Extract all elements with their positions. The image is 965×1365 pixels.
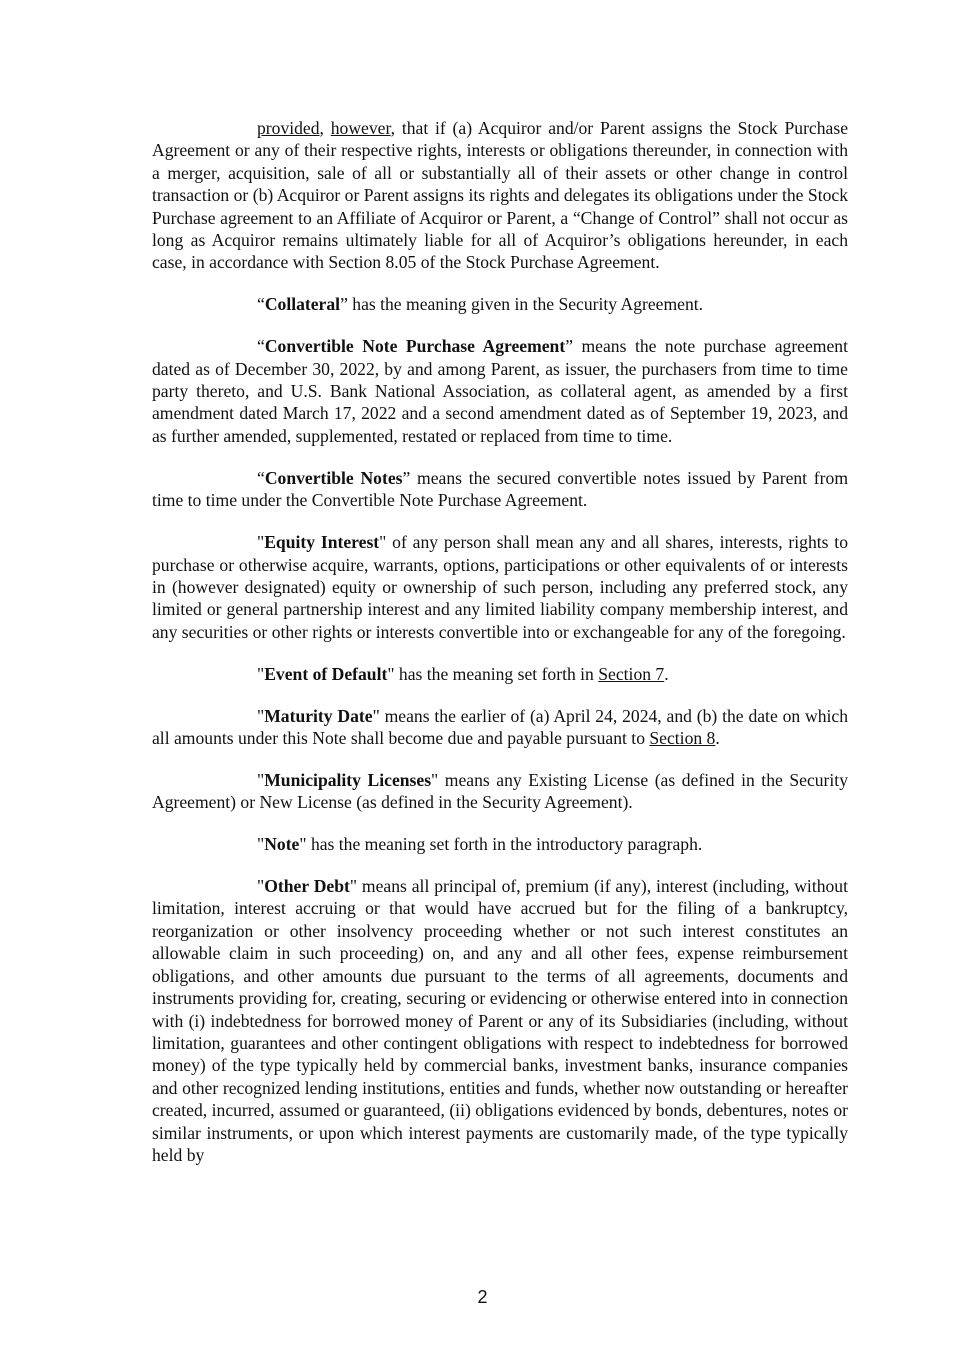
definition-note [152, 833, 848, 855]
definition-text: " means the earlier of (a) April 24, 2024, and (b) the date on which all amounts under this Note shall become due and payable pursuant to [152, 705, 848, 748]
page-number: 2 [477, 1287, 488, 1307]
defined-term: Municipality Licenses [264, 769, 432, 790]
definition-text: " has the meaning set forth in [387, 663, 599, 684]
paragraph-change-of-control-continued [152, 117, 848, 274]
defined-term: Event of Default [264, 663, 388, 684]
defined-term: Equity Interest [264, 532, 380, 553]
open-quote: " [257, 834, 265, 855]
open-quote: “ [257, 336, 265, 357]
definition-convertible-notes [152, 467, 848, 512]
definition-convertible-note-purchase-agreement [152, 335, 848, 447]
definition-equity-interest [152, 531, 848, 643]
definition-collateral [152, 293, 848, 315]
open-quote: “ [257, 467, 265, 488]
defined-term: Maturity Date [264, 705, 373, 726]
definition-text: " of any person shall mean any and all shares, interests, rights to purchase or otherwise acquire, warrants, options, participations or other equivalents of or interests in (however designated) equity or ownership of such person, including any preferred stock, any limited or general partnership interest and any limited liability company membership interest, and any securities or other rights or interests convertible into or exchangeable for any of the foregoing. [152, 532, 848, 642]
period: . [664, 663, 669, 684]
definition-maturity-date [152, 705, 848, 750]
open-quote: " [257, 876, 265, 897]
definition-text: ” means the secured convertible notes issued by Parent from time to time under the Convertible Note Purchase Agreement. [152, 467, 848, 511]
defined-term: Other Debt [264, 876, 350, 897]
defined-term: Convertible Note Purchase Agreement [264, 336, 566, 357]
open-quote: " [257, 532, 265, 553]
definition-other-debt [152, 875, 848, 1166]
defined-term: Convertible Notes [264, 467, 403, 488]
defined-term: Collateral [264, 294, 341, 315]
however-underlined: however [330, 118, 391, 138]
definition-text: " means any Existing License (as defined in the Security Agreement) or New License (as defined in the Security Agreement). [152, 769, 848, 813]
open-quote: “ [257, 294, 265, 315]
definition-text: " means all principal of, premium (if any), interest (including, without limitation, interest accruing or that would have accrued but for the filing of a bankruptcy, reorganization or other insolvency proceeding whether or not such interest constitutes an allowable claim in such proceeding) on, and any and all other fees, expense reimbursement obligations, and other amounts due pursuant to the terms of all agreements, documents and instruments providing for, creating, securing or evidencing or otherwise entered into in connection with (i) indebtedness for borrowed money of Parent or any of its Subsidiaries (including, without limitation, guarantees and other contingent obligations with respect to indebtedness for borrowed money) of the type typically held by commercial banks, investment banks, insurance companies and other recognized lending institutions, entities and funds, whether now outstanding or hereafter created, incurred, assumed or guaranteed, (ii) obligations evidenced by bonds, debentures, notes or similar instruments, or upon which interest payments are customarily made, of the type typically held by [152, 876, 848, 1165]
text: , [319, 118, 331, 138]
period: . [715, 727, 720, 748]
defined-term: Note [264, 834, 300, 855]
definition-text: ” has the meaning given in the Security Agreement. [340, 294, 704, 315]
text: , that if (a) Acquiror and/or Parent assigns the Stock Purchase Agreement or any of their respective rights, interests or obligations thereunder, in connection with a merger, acquisition, sale of all or substantially all of their assets or other change in control transaction or (b) Acquiror or Parent assigns its rights and delegates its obligations under the Stock Purchase agreement to an Affiliate of Acquiror or Parent, a “Change of Control” shall not occur as long as Acquiror remains ultimately liable for all of Acquiror’s obligations hereunder, in each case, in accordance with Section 8.05 of the Stock Purchase Agreement. [152, 118, 848, 273]
definition-text: ” means the note purchase agreement dated as of December 30, 2022, by and among Parent, as issuer, the purchasers from time to time party thereto, and U.S. Bank National Association, as collateral agent, as amended by a first amendment dated March 17, 2022 and a second amendment dated as of September 19, 2023, and as further amended, supplemented, restated or replaced from time to time. [152, 336, 848, 446]
definition-municipality-licenses [152, 769, 848, 814]
definition-event-of-default [152, 663, 848, 685]
open-quote: " [257, 705, 265, 726]
definition-text: " has the meaning set forth in the introductory paragraph. [299, 834, 703, 855]
section-7-reference: Section 7 [598, 663, 665, 684]
open-quote: " [257, 663, 265, 684]
document-page [152, 117, 848, 1186]
section-8-reference: Section 8 [649, 727, 716, 748]
provided-underlined: provided [257, 118, 320, 138]
open-quote: " [257, 769, 265, 790]
